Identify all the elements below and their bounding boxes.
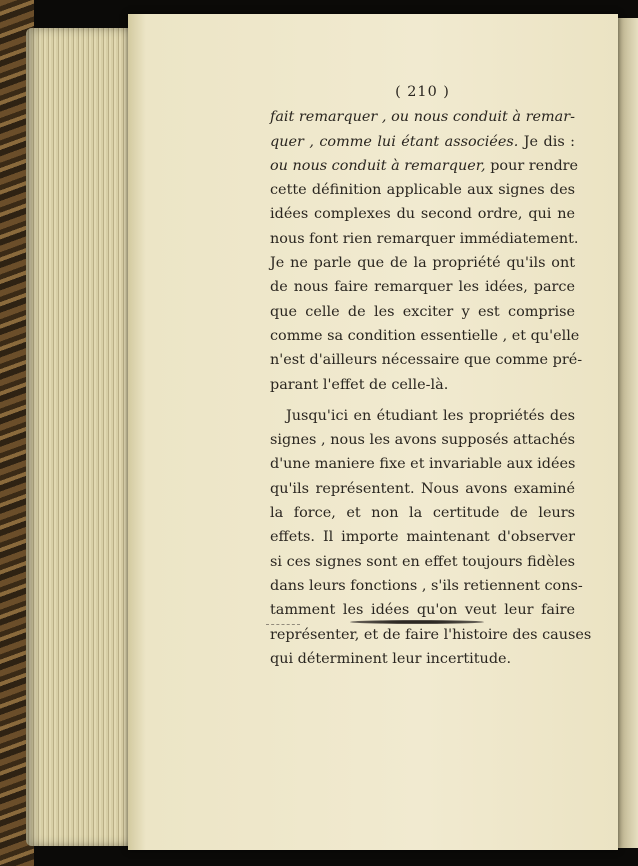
text-line: comme sa condition essentielle , et qu'elle [270,327,580,344]
italic-span: ou nous conduit à remarquer, [270,157,486,174]
paragraph-2 [270,404,592,671]
text-line: parant l'effet de celle-là. [270,376,449,393]
page-text [270,80,592,671]
text-line: signes , nous les avons supposés attachés [270,432,575,449]
page-number: ( 210 ) [395,84,450,100]
text-line [270,130,575,154]
text-line: effets. Il importe maintenant d'observer [270,529,575,546]
text-line [270,154,579,178]
facing-page-edge [616,18,638,848]
paragraph-1 [270,105,583,397]
text-line: si ces signes sont en effet toujours fidèles [270,553,575,570]
text-line: Je ne parle que de la propriété qu'ils ont [270,255,575,272]
text-line: cette définition applicable aux signes des [270,182,575,199]
text-line: tamment les idées qu'on veut leur faire [270,602,575,619]
text-line: n'est d'ailleurs nécessaire que comme pré- [270,352,583,369]
text-line: idées complexes du second ordre, qui ne [270,206,575,223]
text-line: d'une maniere fixe et invariable aux idées [270,456,576,473]
text-line: Jusqu'ici en étudiant les propriétés des [286,407,575,424]
text-line: de nous faire remarquer les idées, parce [270,279,575,296]
section-end-rule [350,620,484,624]
text-line: qui déterminent leur incertitude. [270,650,512,667]
italic-span: quer , comme lui étant associées. [270,133,519,150]
pencil-mark [266,624,300,627]
plain-span: Je dis : [523,133,575,150]
text-line: que celle de les exciter y est comprise [270,303,575,320]
plain-span: pour rendre [490,157,579,174]
text-line: représenter, et de faire l'histoire des causes [270,626,592,643]
text-line: qu'ils représentent. Nous avons examiné [270,480,575,497]
text-line: dans leurs fonctions , s'ils retiennent cons- [270,577,583,594]
text-line: fait remarquer , ou nous conduit à remar- [270,109,575,126]
text-line: nous font rien remarquer immédiatement. [270,230,579,247]
text-line: la force, et non la certitude de leurs [270,505,575,522]
